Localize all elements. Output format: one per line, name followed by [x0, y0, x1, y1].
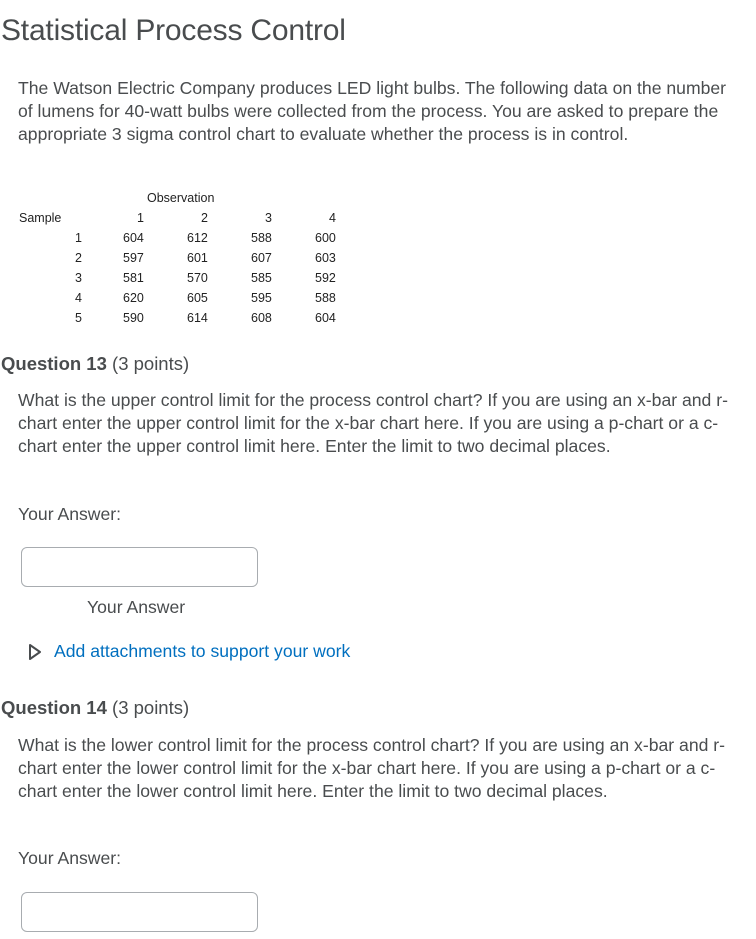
question-14-heading	[1, 697, 189, 719]
sample-number: 1	[75, 231, 82, 245]
sample-header: Sample	[19, 211, 62, 225]
table-cell: 604	[123, 231, 144, 245]
observation-table	[0, 190, 360, 330]
table-cell: 603	[315, 251, 336, 265]
table-cell: 607	[251, 251, 272, 265]
table-cell: 588	[315, 291, 336, 305]
your-answer-label: Your Answer:	[18, 504, 122, 524]
table-cell: 612	[187, 231, 208, 245]
question-title: Question 14	[1, 697, 107, 718]
column-header: 4	[329, 211, 336, 225]
page-title: Statistical Process Control	[1, 14, 346, 47]
table-cell: 620	[123, 291, 144, 305]
column-header: 2	[201, 211, 208, 225]
question-14-answer-input[interactable]	[21, 892, 258, 932]
column-header: 3	[265, 211, 272, 225]
table-cell: 570	[187, 271, 208, 285]
question-title: Question 13	[1, 353, 107, 374]
question-14-text: What is the lower control limit for the process control chart? If you are using an x-bar and r-chart enter the lower control limit for the x-bar chart here. If you are using a p-chart or a c-chart enter the lower control limit here. Enter the limit to two decimal places.	[18, 735, 725, 801]
triangle-right-icon	[28, 643, 42, 661]
your-answer-label: Your Answer:	[18, 848, 122, 868]
observation-header: Observation	[147, 191, 215, 205]
add-attachments-link[interactable]	[28, 641, 350, 662]
sample-number: 2	[75, 251, 82, 265]
table-cell: 590	[123, 311, 144, 325]
add-attachments-label[interactable]: Add attachments to support your work	[54, 641, 351, 661]
sample-number: 5	[75, 311, 82, 325]
sample-number: 4	[75, 291, 82, 305]
table-cell: 614	[187, 311, 208, 325]
question-13-heading	[1, 353, 189, 375]
table-cell: 608	[251, 311, 272, 325]
question-13-text: What is the upper control limit for the process control chart? If you are using an x-bar and r-chart enter the upper control limit for the x-bar chart here. If you are using a p-chart or a c-chart enter the upper control limit here. Enter the limit to two decimal places.	[18, 390, 728, 456]
table-cell: 585	[251, 271, 272, 285]
question-13-answer-input[interactable]	[21, 547, 258, 587]
sample-number: 3	[75, 271, 82, 285]
question-points: (3 points)	[112, 353, 190, 374]
table-cell: 592	[315, 271, 336, 285]
column-header: 1	[137, 211, 144, 225]
table-cell: 601	[187, 251, 208, 265]
question-points: (3 points)	[112, 697, 190, 718]
intro-text: The Watson Electric Company produces LED light bulbs. The following data on the number of lumens for 40-watt bulbs were collected from the process. You are asked to prepare the appropriate 3 sigma control chart to evaluate whether the process is in control.	[18, 78, 727, 144]
table-cell: 597	[123, 251, 144, 265]
table-cell: 581	[123, 271, 144, 285]
table-cell: 595	[251, 291, 272, 305]
table-cell: 604	[315, 311, 336, 325]
table-cell: 600	[315, 231, 336, 245]
table-cell: 605	[187, 291, 208, 305]
table-cell: 588	[251, 231, 272, 245]
answer-caption: Your Answer	[87, 597, 186, 617]
